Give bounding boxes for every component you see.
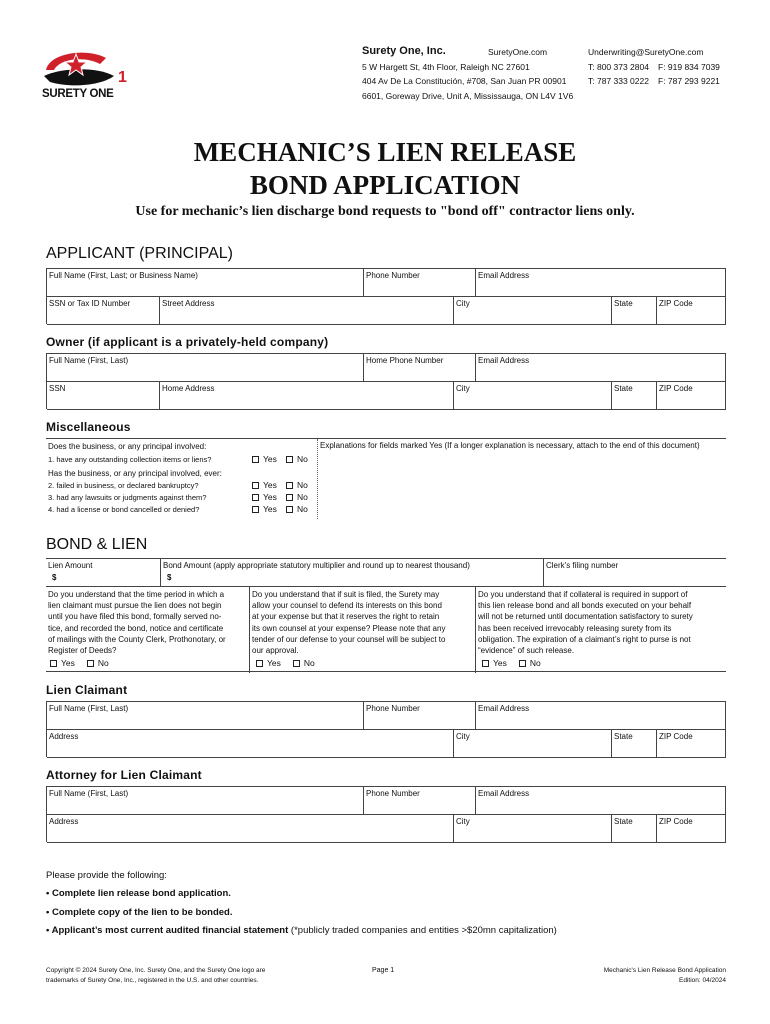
provide-item-application: • Complete lien release bond application.: [46, 888, 231, 899]
attorney-address-field[interactable]: Address: [47, 815, 454, 843]
bond-amount-label: Bond Amount (apply appropriate statutory multiplier and round up to nearest thousand): [163, 561, 470, 570]
footer-copyright: Copyright © 2024 Surety One, Inc. Surety One, and the Surety One logo are trademarks of Surety One, Inc., registered in the U.S. and other countries.: [46, 967, 266, 984]
bond-q1-line: Do you understand that the time period in which a: [48, 590, 225, 599]
attorney-phone-field[interactable]: Phone Number: [364, 787, 476, 815]
claimant-zip-field[interactable]: ZIP Code: [657, 730, 726, 758]
bond-q2-yes[interactable]: Yes: [256, 658, 281, 668]
bond-q2-line: allow your counsel to defend its interests on this bond: [252, 601, 442, 611]
fax-raleigh: F: 919 834 7039: [658, 62, 720, 72]
attorney-full-name-field[interactable]: Full Name (First, Last): [47, 787, 364, 815]
bond-q1-line: Register of Deeds?: [48, 646, 117, 656]
misc-intro-1: Does the business, or any principal involved:: [48, 442, 207, 451]
bond-q2-line: tender of our defense to your counsel will be subject to: [252, 634, 446, 644]
explanations-field[interactable]: Explanations for fields marked Yes (If a longer explanation is necessary, attach to the end of this document): [320, 441, 700, 450]
owner-zip-field[interactable]: ZIP Code: [657, 382, 726, 410]
title-line-1: MECHANIC’S LIEN RELEASE: [193, 137, 577, 167]
bond-q2-line: Do you understand that if suit is filed, the Surety may: [252, 590, 440, 599]
bond-question-1-text: [48, 589, 247, 656]
owner-phone-field[interactable]: Home Phone Number: [364, 354, 476, 382]
checkbox-icon: [50, 660, 57, 667]
misc-question-2: 2. failed in business, or declared bankruptcy?: [48, 481, 199, 490]
bond-amounts-row: [46, 558, 726, 586]
misc-q3-yes[interactable]: Yes: [252, 492, 277, 502]
checkbox-icon: [286, 456, 293, 463]
checkbox-icon: [286, 506, 293, 513]
claimant-address-field[interactable]: Address: [47, 730, 454, 758]
claimant-full-name-field[interactable]: Full Name (First, Last): [47, 702, 364, 730]
applicant-email-field[interactable]: Email Address: [476, 269, 726, 297]
underwriting-email: Underwriting@SuretyOne.com: [588, 47, 704, 57]
misc-q2-no[interactable]: No: [286, 480, 308, 490]
bond-q2-line: its own counsel at your expense? Please note that any: [252, 623, 446, 633]
owner-state-field[interactable]: State: [612, 382, 657, 410]
bond-question-2: [250, 587, 476, 673]
company-name: Surety One, Inc.: [362, 45, 446, 57]
lien-amount-label: Lien Amount: [48, 561, 93, 570]
attorney-grid: [46, 786, 726, 842]
lien-claimant-grid: [46, 701, 726, 757]
checkbox-icon: [286, 482, 293, 489]
owner-full-name-field[interactable]: Full Name (First, Last): [47, 354, 364, 382]
checkbox-icon: [482, 660, 489, 667]
phone-san-juan: T: 787 333 0222: [588, 76, 649, 86]
lien-dollar-sign: $: [52, 573, 57, 582]
attorney-city-field[interactable]: City: [454, 815, 612, 843]
bond-q3-line: will not be returned until documentation satisfactory to surety: [478, 612, 693, 622]
misc-q4-no[interactable]: No: [286, 504, 308, 514]
phone-raleigh: T: 800 373 2804: [588, 62, 649, 72]
bond-heading: BOND & LIEN: [46, 536, 148, 553]
bond-q1-line: of mailings with the County Clerk, Prothonotary, or: [48, 634, 226, 644]
bond-q3-no[interactable]: No: [519, 658, 541, 668]
bond-question-1: [46, 587, 250, 673]
bond-q1-no[interactable]: No: [87, 658, 109, 668]
title-line-2: BOND APPLICATION: [249, 170, 521, 200]
bond-questions: [46, 586, 726, 672]
misc-question-1: 1. have any outstanding collection items or liens?: [48, 455, 212, 464]
checkbox-icon: [256, 660, 263, 667]
bond-q2-line: our approval.: [252, 646, 299, 656]
footer-doc-info: Mechanic's Lien Release Bond Application Edition: 04/2024: [603, 967, 726, 984]
bond-amount-field[interactable]: [161, 559, 544, 587]
applicant-state-field[interactable]: State: [612, 297, 657, 325]
attorney-state-field[interactable]: State: [612, 815, 657, 843]
claimant-state-field[interactable]: State: [612, 730, 657, 758]
applicant-heading: APPLICANT (PRINCIPAL): [46, 245, 234, 262]
bond-q3-line: obligation. The expiration of a claimant’s right to purse is not: [478, 634, 691, 644]
checkbox-icon: [252, 494, 259, 501]
misc-q4-yes[interactable]: Yes: [252, 504, 277, 514]
owner-email-field[interactable]: Email Address: [476, 354, 726, 382]
checkbox-icon: [87, 660, 94, 667]
bond-q3-line: has been received irrevocably releasing surety from its: [478, 623, 672, 633]
subtitle: Use for mechanic’s lien discharge bond requests to "bond off" contractor liens only.: [135, 204, 635, 219]
svg-text:1: 1: [118, 69, 127, 86]
misc-section: [46, 438, 726, 518]
lien-amount-field[interactable]: [46, 559, 161, 587]
checkbox-icon: [519, 660, 526, 667]
misc-intro-2: Has the business, or any principal involved, ever:: [48, 469, 222, 478]
misc-q3-no[interactable]: No: [286, 492, 308, 502]
footer-page-number: Page 1: [372, 967, 395, 974]
misc-question-3: 3. had any lawsuits or judgments against them?: [48, 493, 207, 502]
owner-ssn-field[interactable]: SSN: [47, 382, 160, 410]
checkbox-icon: [252, 456, 259, 463]
provide-item-lien-copy: • Complete copy of the lien to be bonded.: [46, 907, 233, 918]
bond-q1-line: lien claimant must pursue the lien does not begin: [48, 601, 222, 611]
applicant-ssn-field[interactable]: SSN or Tax ID Number: [47, 297, 160, 325]
address-san-juan: 404 Av De La Constitución, #708, San Juan PR 00901: [362, 76, 567, 86]
applicant-zip-field[interactable]: ZIP Code: [657, 297, 726, 325]
bond-q1-line: until you have filed this bond, formally served no-: [48, 612, 222, 622]
provide-intro: Please provide the following:: [46, 870, 167, 881]
bond-dollar-sign: $: [167, 573, 172, 582]
bond-q1-line: tice, and recorded the bond, notice and certificate: [48, 623, 224, 633]
applicant-full-name-field[interactable]: Full Name (First, Last; or Business Name): [47, 269, 364, 297]
misc-question-4: 4. had a license or bond cancelled or denied?: [48, 505, 200, 514]
bond-q2-line: at your expense but that it reserves the right to retain: [252, 612, 440, 622]
attorney-heading: Attorney for Lien Claimant: [46, 768, 202, 782]
bond-question-2-text: [252, 589, 473, 656]
bond-q3-yes[interactable]: Yes: [482, 658, 507, 668]
misc-heading: Miscellaneous: [46, 420, 131, 434]
applicant-city-field[interactable]: City: [454, 297, 612, 325]
applicant-grid: [46, 268, 726, 324]
claimant-city-field[interactable]: City: [454, 730, 612, 758]
owner-heading: Owner (if applicant is a privately-held company): [46, 335, 329, 349]
bond-q3-line: “evidence” of such release.: [478, 646, 575, 656]
lien-claimant-heading: Lien Claimant: [46, 683, 128, 697]
address-mississauga: 6601, Goreway Drive, Unit A, Mississauga, ON L4V 1V6: [362, 91, 574, 101]
bond-q3-line: Do you understand that if collateral is required in support of: [478, 590, 688, 599]
bond-question-3-text: [478, 589, 724, 656]
owner-city-field[interactable]: City: [454, 382, 612, 410]
claimant-phone-field[interactable]: Phone Number: [364, 702, 476, 730]
provide-item-financials: • Applicant’s most current audited financial statement (*publicly traded companies and entities >$20mn capitalization): [46, 925, 557, 936]
bond-q1-yes[interactable]: Yes: [50, 658, 75, 668]
checkbox-icon: [252, 482, 259, 489]
misc-q1-yes[interactable]: Yes: [252, 454, 277, 464]
bond-question-3: [476, 587, 726, 673]
attorney-zip-field[interactable]: ZIP Code: [657, 815, 726, 843]
owner-grid: [46, 353, 726, 409]
logo-text: SURETY ONE: [42, 88, 114, 100]
misc-q2-yes[interactable]: Yes: [252, 480, 277, 490]
claimant-email-field[interactable]: Email Address: [476, 702, 726, 730]
applicant-street-field[interactable]: Street Address: [160, 297, 454, 325]
checkbox-icon: [252, 506, 259, 513]
clerk-filing-field[interactable]: Clerk's filing number: [546, 561, 619, 570]
checkbox-icon: [286, 494, 293, 501]
address-raleigh: 5 W Hargett St, 4th Floor, Raleigh NC 27601: [362, 62, 530, 72]
misc-q1-no[interactable]: No: [286, 454, 308, 464]
website: SuretyOne.com: [488, 47, 548, 57]
checkbox-icon: [293, 660, 300, 667]
applicant-phone-field[interactable]: Phone Number: [364, 269, 476, 297]
bond-q2-no[interactable]: No: [293, 658, 315, 668]
fax-san-juan: F: 787 293 9221: [658, 76, 720, 86]
bond-q3-line: this lien release bond and all bonds executed on your behalf: [478, 601, 692, 611]
misc-questions: [46, 439, 318, 519]
owner-home-address-field[interactable]: Home Address: [160, 382, 454, 410]
attorney-email-field[interactable]: Email Address: [476, 787, 726, 815]
